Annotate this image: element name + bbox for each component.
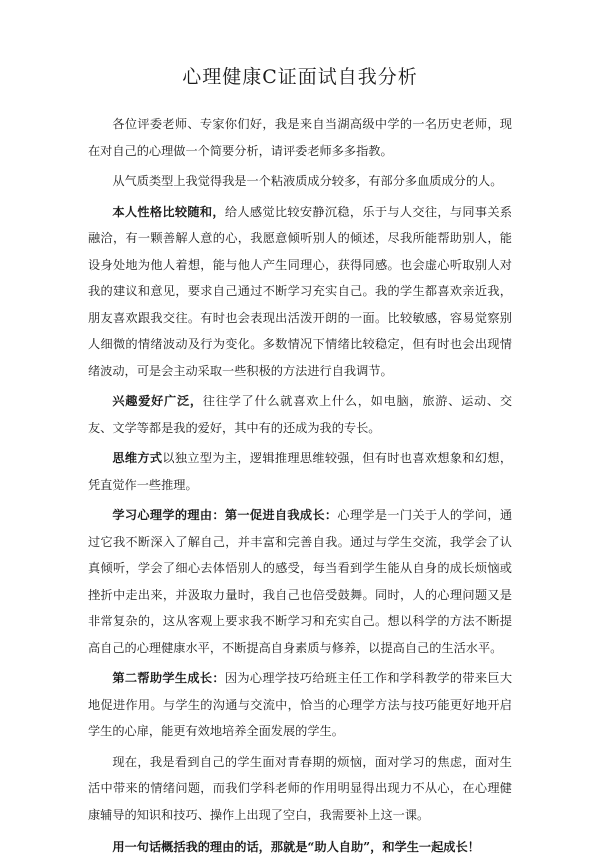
paragraph-text: 以独立型为主，逻辑推理思维较强，但有时也喜欢想象和幻想，凭直觉作一些推理。: [88, 451, 513, 492]
paragraph-temperament: [88, 168, 512, 195]
paragraph-text: 现在，我是看到自己的学生面对青春期的烦恼，面对学习的焦虑，面对生活中带来的情绪问题，而我们学科老师的作用明显得出现力不从心，在心理健康辅导的知识和技巧、操作上出现了空白，我需要补上这一课。: [88, 754, 512, 822]
paragraph-text: 给人感觉比较安静沉稳，乐于与人交往，与同事关系融洽，有一颗善解人意的心，我愿意倾听别人的倾述，尽我所能帮助别人，能设身处地为他人着想，能与他人产生同理心，获得同感。也会虚心听取别人对我的建议和意见，要求自己通过不断学习充实自己。我的学生都喜欢亲近我，朋友喜欢跟我交往。有时也会表现出活泼开朗的一面。比较敏感，容易觉察别人细微的情绪波动及行为变化。多数情况下情绪比较稳定，但有时也会出现情绪波动，可是会主动采取一些积极的方法进行自我调节。: [88, 204, 513, 378]
paragraph-lead: 第二帮助学生成长：: [112, 671, 225, 685]
paragraph-text: 各位评委老师、专家你们好，我是来自当湖高级中学的一名历史老师，现在对自己的心理做一个简要分析，请评委老师多多指教。: [88, 117, 512, 158]
paragraph-reason-one: [88, 502, 512, 661]
paragraph-personality: [88, 199, 512, 385]
paragraph-text: 因为心理学技巧给班主任工作和学科教学的带来巨大地促进作用。与学生的沟通与交流中，恰当的心理学方法与技巧能更好地开启学生的心扉，能更有效地培养全面发展的学生。: [88, 671, 513, 738]
paragraph-thinking: [88, 445, 512, 498]
document-title: 心理健康C证面试自我分析: [182, 66, 418, 88]
paragraph-interests: [88, 388, 512, 441]
paragraph-lead: 思维方式: [112, 451, 163, 465]
paragraph-current: [88, 749, 512, 829]
paragraph-text: 往往学了什么就喜欢上什么，如电脑，旅游、运动、交友、文学等都是我的爱好，其中有的还成为我的专长。: [88, 394, 513, 435]
paragraph-lead: 兴趣爱好广泛，: [112, 394, 203, 408]
paragraph-text: 从气质类型上我觉得我是一个粘液质成分较多，有部分多血质成分的人。: [112, 174, 503, 188]
paragraph-closing: 用一句话概括我的理由的话，那就是“助人自助”，和学生一起成长！: [112, 840, 480, 854]
paragraph-text: 心理学是一门关于人的学问，通过它我不断深入了解自己，并丰富和完善自我。通过与学生交流，我学会了认真倾听，学会了细心去体悟别人的感受，每当看到学生能从自身的成长烦恼或挫折中走出来，并汲取力量时，我自己也倍受鼓舞。同时，人的心理问题又是非常复杂的，这从客观上要求我不断学习和充实自己。想以科学的方法不断提高自己的心理健康水平，不断提高自身素质与修养，以提高自己的生活水平。: [88, 508, 513, 655]
paragraph-reason-two: [88, 665, 512, 745]
paragraph-lead: 学习心理学的理由：第一促进自我成长：: [112, 508, 338, 522]
paragraph-intro: [88, 111, 512, 164]
paragraph-lead: 本人性格比较随和，: [112, 204, 225, 219]
